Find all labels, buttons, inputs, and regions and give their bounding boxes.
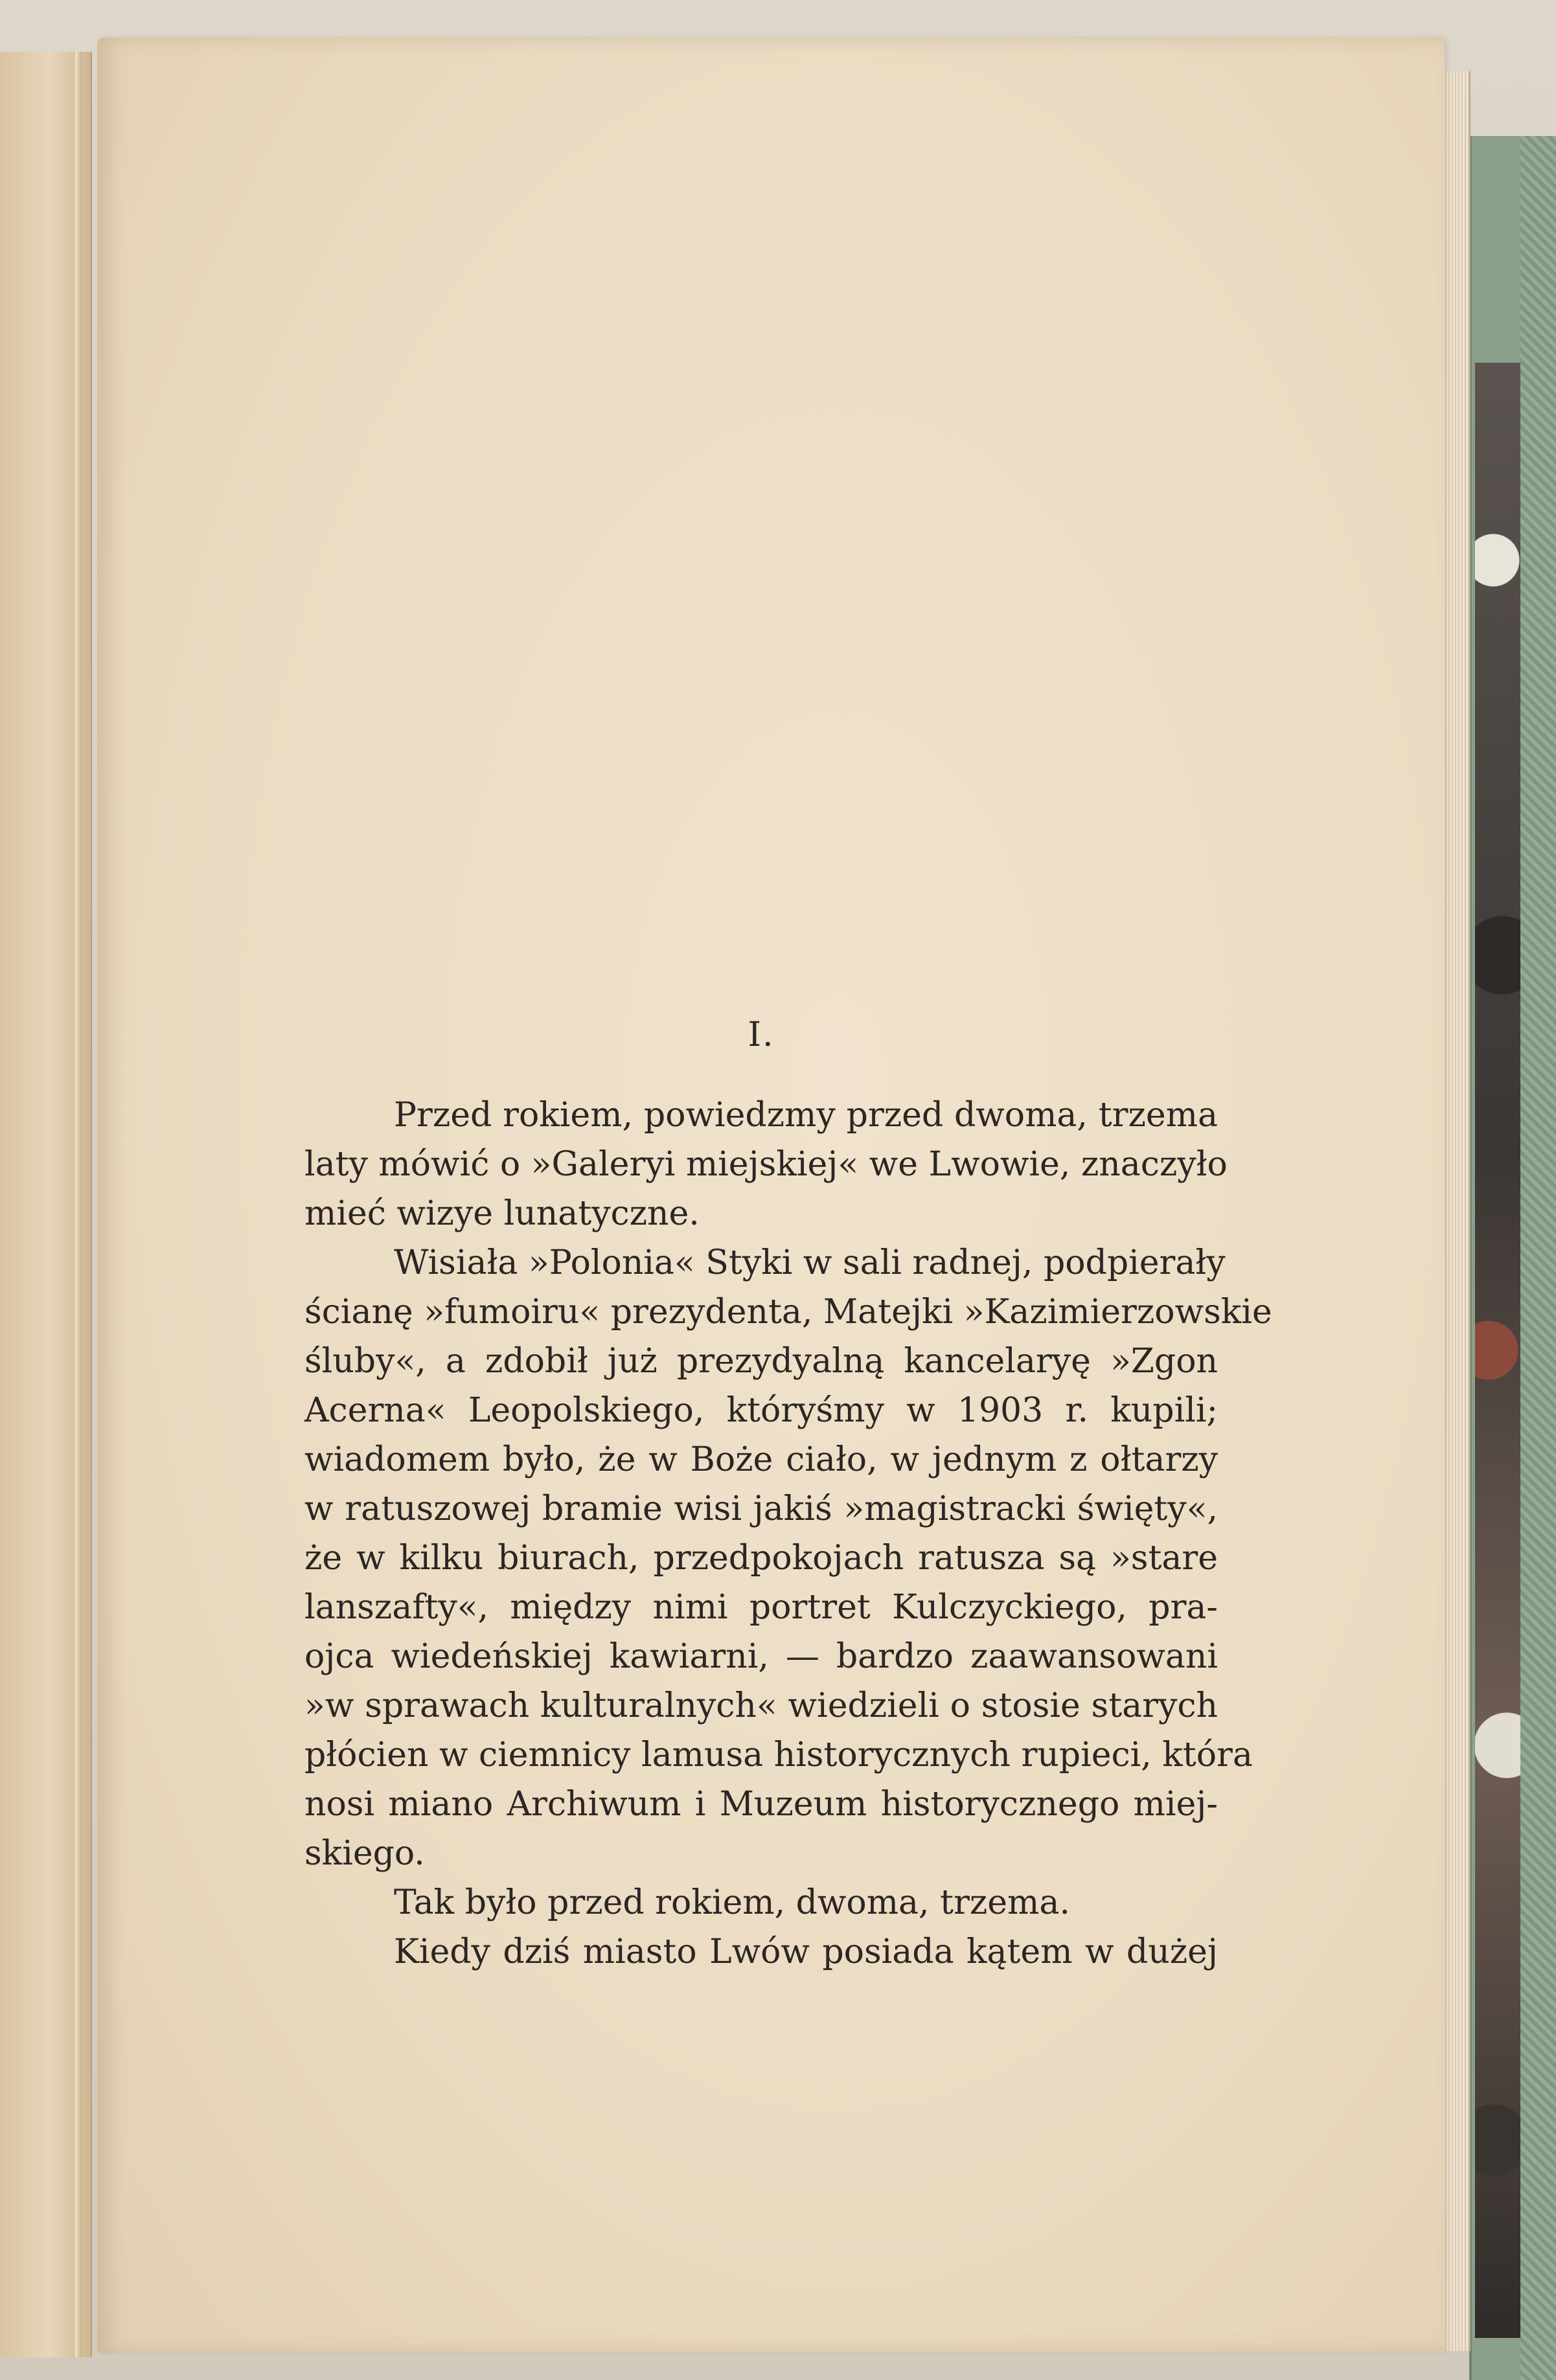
- previous-page-edge: [0, 52, 92, 2357]
- text-line: laty mówić o »Galeryi miejskiej« we Lwowie, znaczyło: [304, 1145, 1228, 1184]
- text-line: »w sprawach kulturalnych« wiedzieli o stosie starych: [304, 1686, 1218, 1725]
- text-line: skiego.: [304, 1834, 425, 1873]
- text-line: Acerna« Leopolskiego, któryśmy w 1903 r. kupili;: [304, 1391, 1218, 1430]
- text-line: mieć wizye lunatyczne.: [304, 1194, 700, 1233]
- page-fore-edge: [1443, 71, 1470, 2351]
- text-line: śluby«, a zdobił już prezydyalną kancelaryę »Zgon: [304, 1342, 1218, 1381]
- text-line: wiadomem było, że w Boże ciało, w jednym z ołtarzy: [304, 1440, 1218, 1479]
- cover-cloth-edge: [1520, 136, 1556, 2380]
- text-line: nosi miano Archiwum i Muzeum historycznego miej-: [304, 1785, 1218, 1824]
- text-line: Przed rokiem, powiedzmy przed dwoma, trzema: [394, 1096, 1218, 1135]
- text-line: Kiedy dziś miasto Lwów posiada kątem w dużej: [394, 1932, 1218, 1971]
- text-line: ojca wiedeńskiej kawiarni, — bardzo zaawansowani: [304, 1637, 1218, 1676]
- text-line: ścianę »fumoiru« prezydenta, Matejki »Kazimierzowskie: [304, 1293, 1272, 1332]
- text-line: płócien w ciemnicy lamusa historycznych rupieci, która: [304, 1736, 1253, 1774]
- text-line: Wisiała »Polonia« Styki w sali radnej, podpierały: [394, 1243, 1226, 1282]
- chapter-number: I.: [748, 1015, 775, 1054]
- marbled-endpaper: [1475, 363, 1520, 2338]
- text-line: że w kilku biurach, przedpokojach ratusza są »stare: [304, 1539, 1218, 1578]
- page-text: [304, 1010, 1272, 1977]
- text-line: Tak było przed rokiem, dwoma, trzema.: [394, 1883, 1070, 1922]
- text-line: lanszafty«, między nimi portret Kulczyckiego, pra-: [304, 1588, 1218, 1627]
- text-line: w ratuszowej bramie wisi jakiś »magistracki święty«,: [304, 1490, 1218, 1528]
